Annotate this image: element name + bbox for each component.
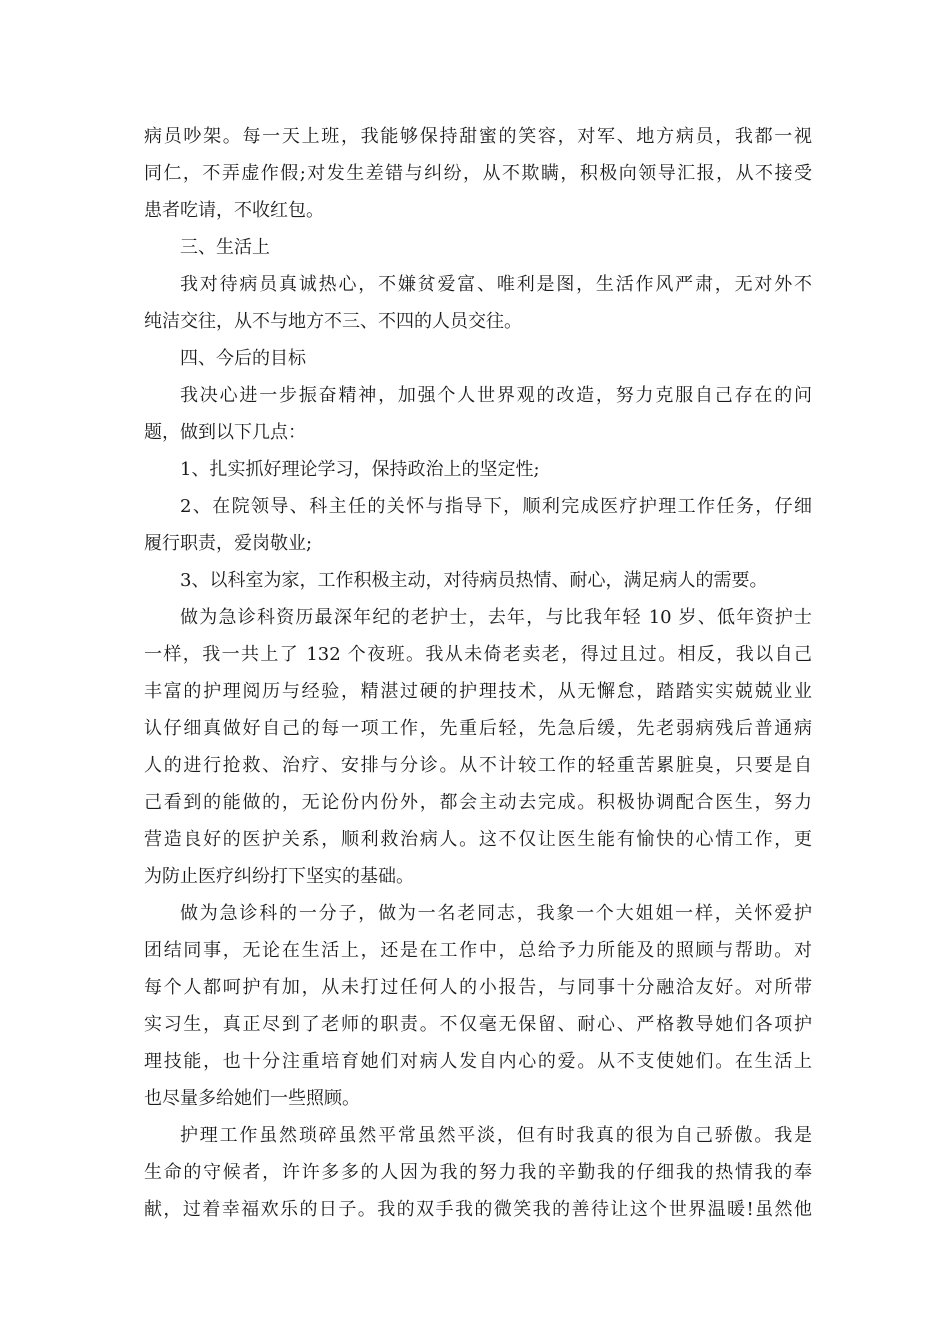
text-line: 1、扎实抓好理论学习，保持政治上的坚定性; <box>180 459 540 480</box>
text-line: 三、生活上 <box>180 237 270 258</box>
text-line: 也尽量多给她们一些照顾。 <box>144 1088 360 1109</box>
text-line: 为防止医疗纠纷打下坚实的基础。 <box>144 866 414 887</box>
text-line: 理技能，也十分注重培育她们对病人发自内心的爱。从不支使她们。在生活上 <box>144 1051 812 1072</box>
text-line: 四、今后的目标 <box>180 348 306 369</box>
text-line: 己看到的能做的，无论份内份外，都会主动去完成。积极协调配合医生，努力 <box>144 792 812 813</box>
text-line: 3、以科室为家，工作积极主动，对待病员热情、耐心，满足病人的需要。 <box>180 570 768 591</box>
text-line: 纯洁交往，从不与地方不三、不四的人员交往。 <box>144 311 522 332</box>
text-line: 2、在院领导、科主任的关怀与指导下，顺利完成医疗护理工作任务，仔细 <box>180 496 812 517</box>
document-page <box>144 118 812 1228</box>
text-line: 一样，我一共上了 132 个夜班。我从未倚老卖老，得过且过。相反，我以自己 <box>144 644 812 665</box>
text-line: 献，过着幸福欢乐的日子。我的双手我的微笑我的善待让这个世界温暖!虽然他 <box>144 1199 812 1220</box>
text-line: 实习生，真正尽到了老师的职责。不仅毫无保留、耐心、严格教导她们各项护 <box>144 1014 812 1035</box>
text-line: 做为急诊科的一分子，做为一名老同志，我象一个大姐姐一样，关怀爱护 <box>180 903 812 924</box>
text-line: 护理工作虽然琐碎虽然平常虽然平淡，但有时我真的很为自己骄傲。我是 <box>180 1125 812 1146</box>
text-line: 认仔细真做好自己的每一项工作，先重后轻，先急后缓，先老弱病残后普通病 <box>144 718 812 739</box>
text-line: 做为急诊科资历最深年纪的老护士，去年，与比我年轻 10 岁、低年资护士 <box>180 607 812 628</box>
text-line: 同仁，不弄虚作假;对发生差错与纠纷，从不欺瞒，积极向领导汇报，从不接受 <box>144 163 812 184</box>
text-line: 我决心进一步振奋精神，加强个人世界观的改造，努力克服自己存在的问 <box>180 385 812 406</box>
text-line: 人的进行抢救、治疗、安排与分诊。从不计较工作的轻重苦累脏臭，只要是自 <box>144 755 812 776</box>
text-line: 丰富的护理阅历与经验，精湛过硬的护理技术，从无懈怠，踏踏实实兢兢业业 <box>144 681 812 702</box>
text-line: 生命的守候者，许许多多的人因为我的努力我的辛勤我的仔细我的热情我的奉 <box>144 1162 812 1183</box>
text-line: 病员吵架。每一天上班，我能够保持甜蜜的笑容，对军、地方病员，我都一视 <box>144 126 812 147</box>
text-line: 患者吃请，不收红包。 <box>144 200 324 221</box>
text-line: 履行职责，爱岗敬业; <box>144 533 313 554</box>
text-line: 我对待病员真诚热心，不嫌贫爱富、唯利是图，生活作风严肃，无对外不 <box>180 274 812 295</box>
text-line: 题，做到以下几点： <box>144 422 306 443</box>
text-line: 营造良好的医护关系，顺利救治病人。这不仅让医生能有愉快的心情工作，更 <box>144 829 812 850</box>
text-line: 每个人都呵护有加，从未打过任何人的小报告，与同事十分融洽友好。对所带 <box>144 977 812 998</box>
text-line: 团结同事，无论在生活上，还是在工作中，总给予力所能及的照顾与帮助。对 <box>144 940 812 961</box>
